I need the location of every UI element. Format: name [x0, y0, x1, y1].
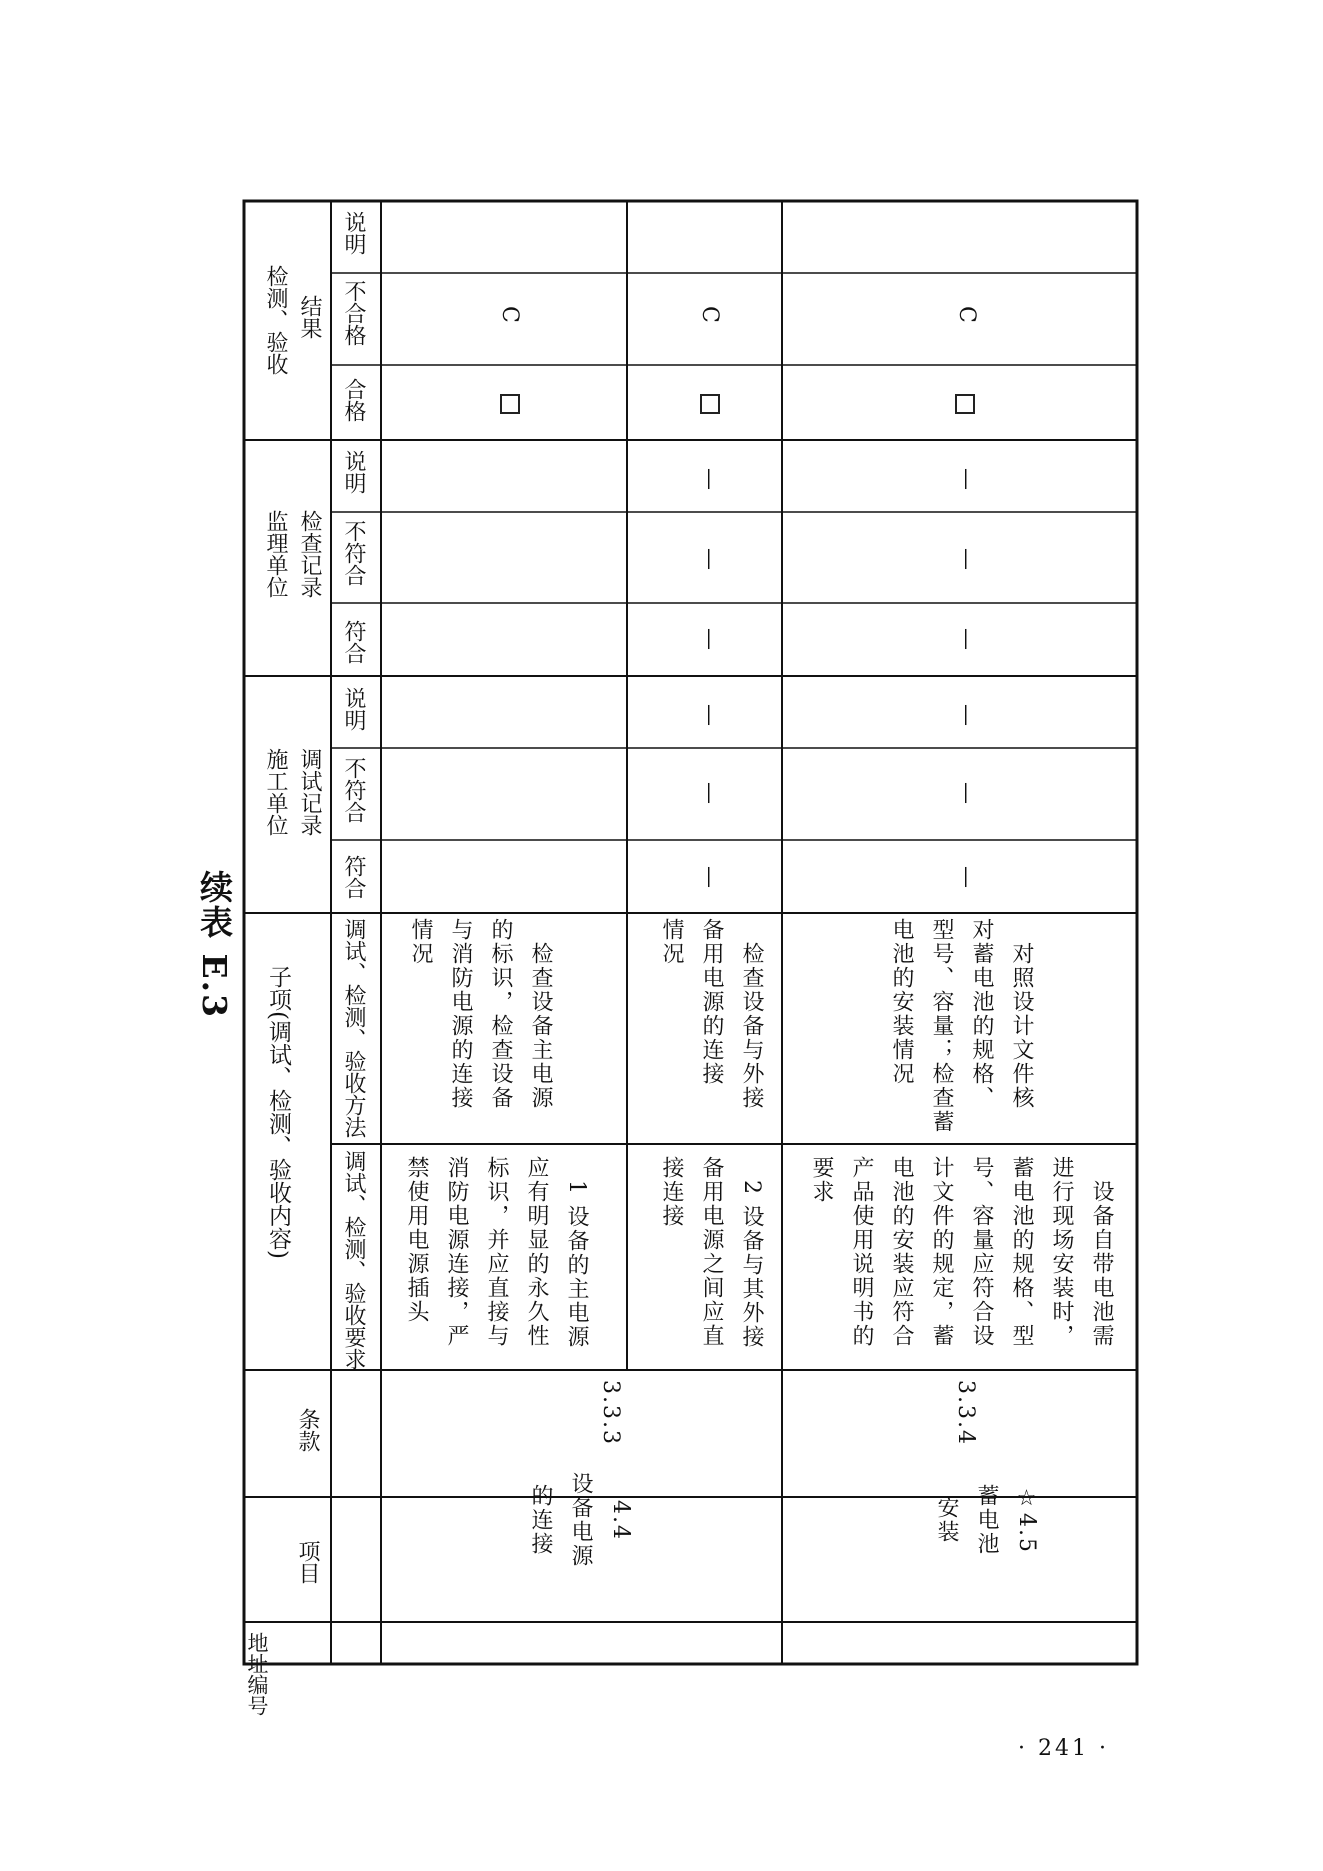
page-number: · 241 ·: [1018, 1736, 1109, 1761]
header-supervision-conform: 符合: [341, 620, 366, 664]
header-address-no: 地址编号: [245, 1632, 269, 1716]
header-construction-line2: 调试记录: [297, 748, 322, 836]
row3-supervision-conform: —: [954, 628, 979, 650]
row3-requirement: 设备自带电池需 进行现场安装时， 蓄电池的规格、型 号、容量应符合设 计文件的规定，蓄 电池的安装应符合 产品使用说明书的 要求: [809, 1156, 1114, 1348]
header-supervision-note: 说明: [341, 450, 366, 494]
header-construction-conform: 符合: [341, 855, 366, 899]
row2-requirement: 2 设备与其外接 备用电源之间应直 接连接: [659, 1156, 764, 1349]
header-result-pass: 合格: [341, 378, 366, 422]
row2-construction-note: —: [697, 704, 722, 726]
row1-fail-mark: C: [497, 306, 522, 323]
row1-pass-checkbox[interactable]: [500, 394, 520, 414]
row1-requirement: 1 设备的主电源 应有明显的永久性 标识，并应直接与 消防电源连接，严 禁使用电源插头: [404, 1156, 589, 1349]
header-result-line1: 检测、验收: [263, 265, 288, 375]
header-item: 项目: [295, 1540, 320, 1584]
row3-construction-nonconform: —: [954, 782, 979, 804]
row2-construction-nonconform: —: [697, 782, 722, 804]
row3-supervision-nonconform: —: [954, 548, 979, 570]
header-method: 调试、检测、验收方法: [341, 918, 366, 1138]
row3-clause: 3.3.4: [953, 1380, 978, 1446]
row2-fail-mark: C: [697, 306, 722, 323]
row1-item: 4.4 设备电源 的连接: [528, 1472, 633, 1568]
header-construction-note: 说明: [341, 687, 366, 731]
header-requirement: 调试、检测、验收要求: [341, 1150, 366, 1370]
table-title: 续表 E.3: [195, 870, 234, 1020]
header-result-line2: 结果: [297, 295, 322, 339]
header-subitem-group: 子项(调试、检测、验收内容): [265, 965, 291, 1259]
header-construction-nonconform: 不符合: [341, 757, 366, 823]
row3-construction-note: —: [954, 704, 979, 726]
row3-method: 对照设计文件核 对蓄电池的规格、 型号、容量；检查蓄 电池的安装情况: [889, 918, 1034, 1134]
row1-method: 检查设备主电源 的标识，检查设备 与消防电源的连接 情况: [408, 918, 553, 1110]
header-clause: 条款: [295, 1408, 320, 1452]
header-construction-line1: 施工单位: [263, 748, 288, 836]
row2-method: 检查设备与外接 备用电源的连接 情况: [659, 918, 764, 1110]
header-result-note: 说明: [341, 211, 366, 255]
header-supervision-nonconform: 不符合: [341, 520, 366, 586]
header-supervision-line1: 监理单位: [263, 510, 288, 598]
row2-supervision-conform: —: [697, 628, 722, 650]
row2-supervision-note: —: [697, 468, 722, 490]
row3-item: ☆4.5 蓄电池 安装: [934, 1484, 1039, 1556]
row3-pass-checkbox[interactable]: [955, 394, 975, 414]
row1-clause: 3.3.3: [598, 1380, 623, 1446]
row3-supervision-note: —: [954, 468, 979, 490]
row2-pass-checkbox[interactable]: [700, 394, 720, 414]
row3-fail-mark: C: [954, 306, 979, 323]
row3-construction-conform: —: [954, 866, 979, 888]
header-result-fail: 不合格: [341, 280, 366, 346]
row2-construction-conform: —: [697, 866, 722, 888]
row2-supervision-nonconform: —: [697, 548, 722, 570]
header-supervision-line2: 检查记录: [297, 510, 322, 598]
